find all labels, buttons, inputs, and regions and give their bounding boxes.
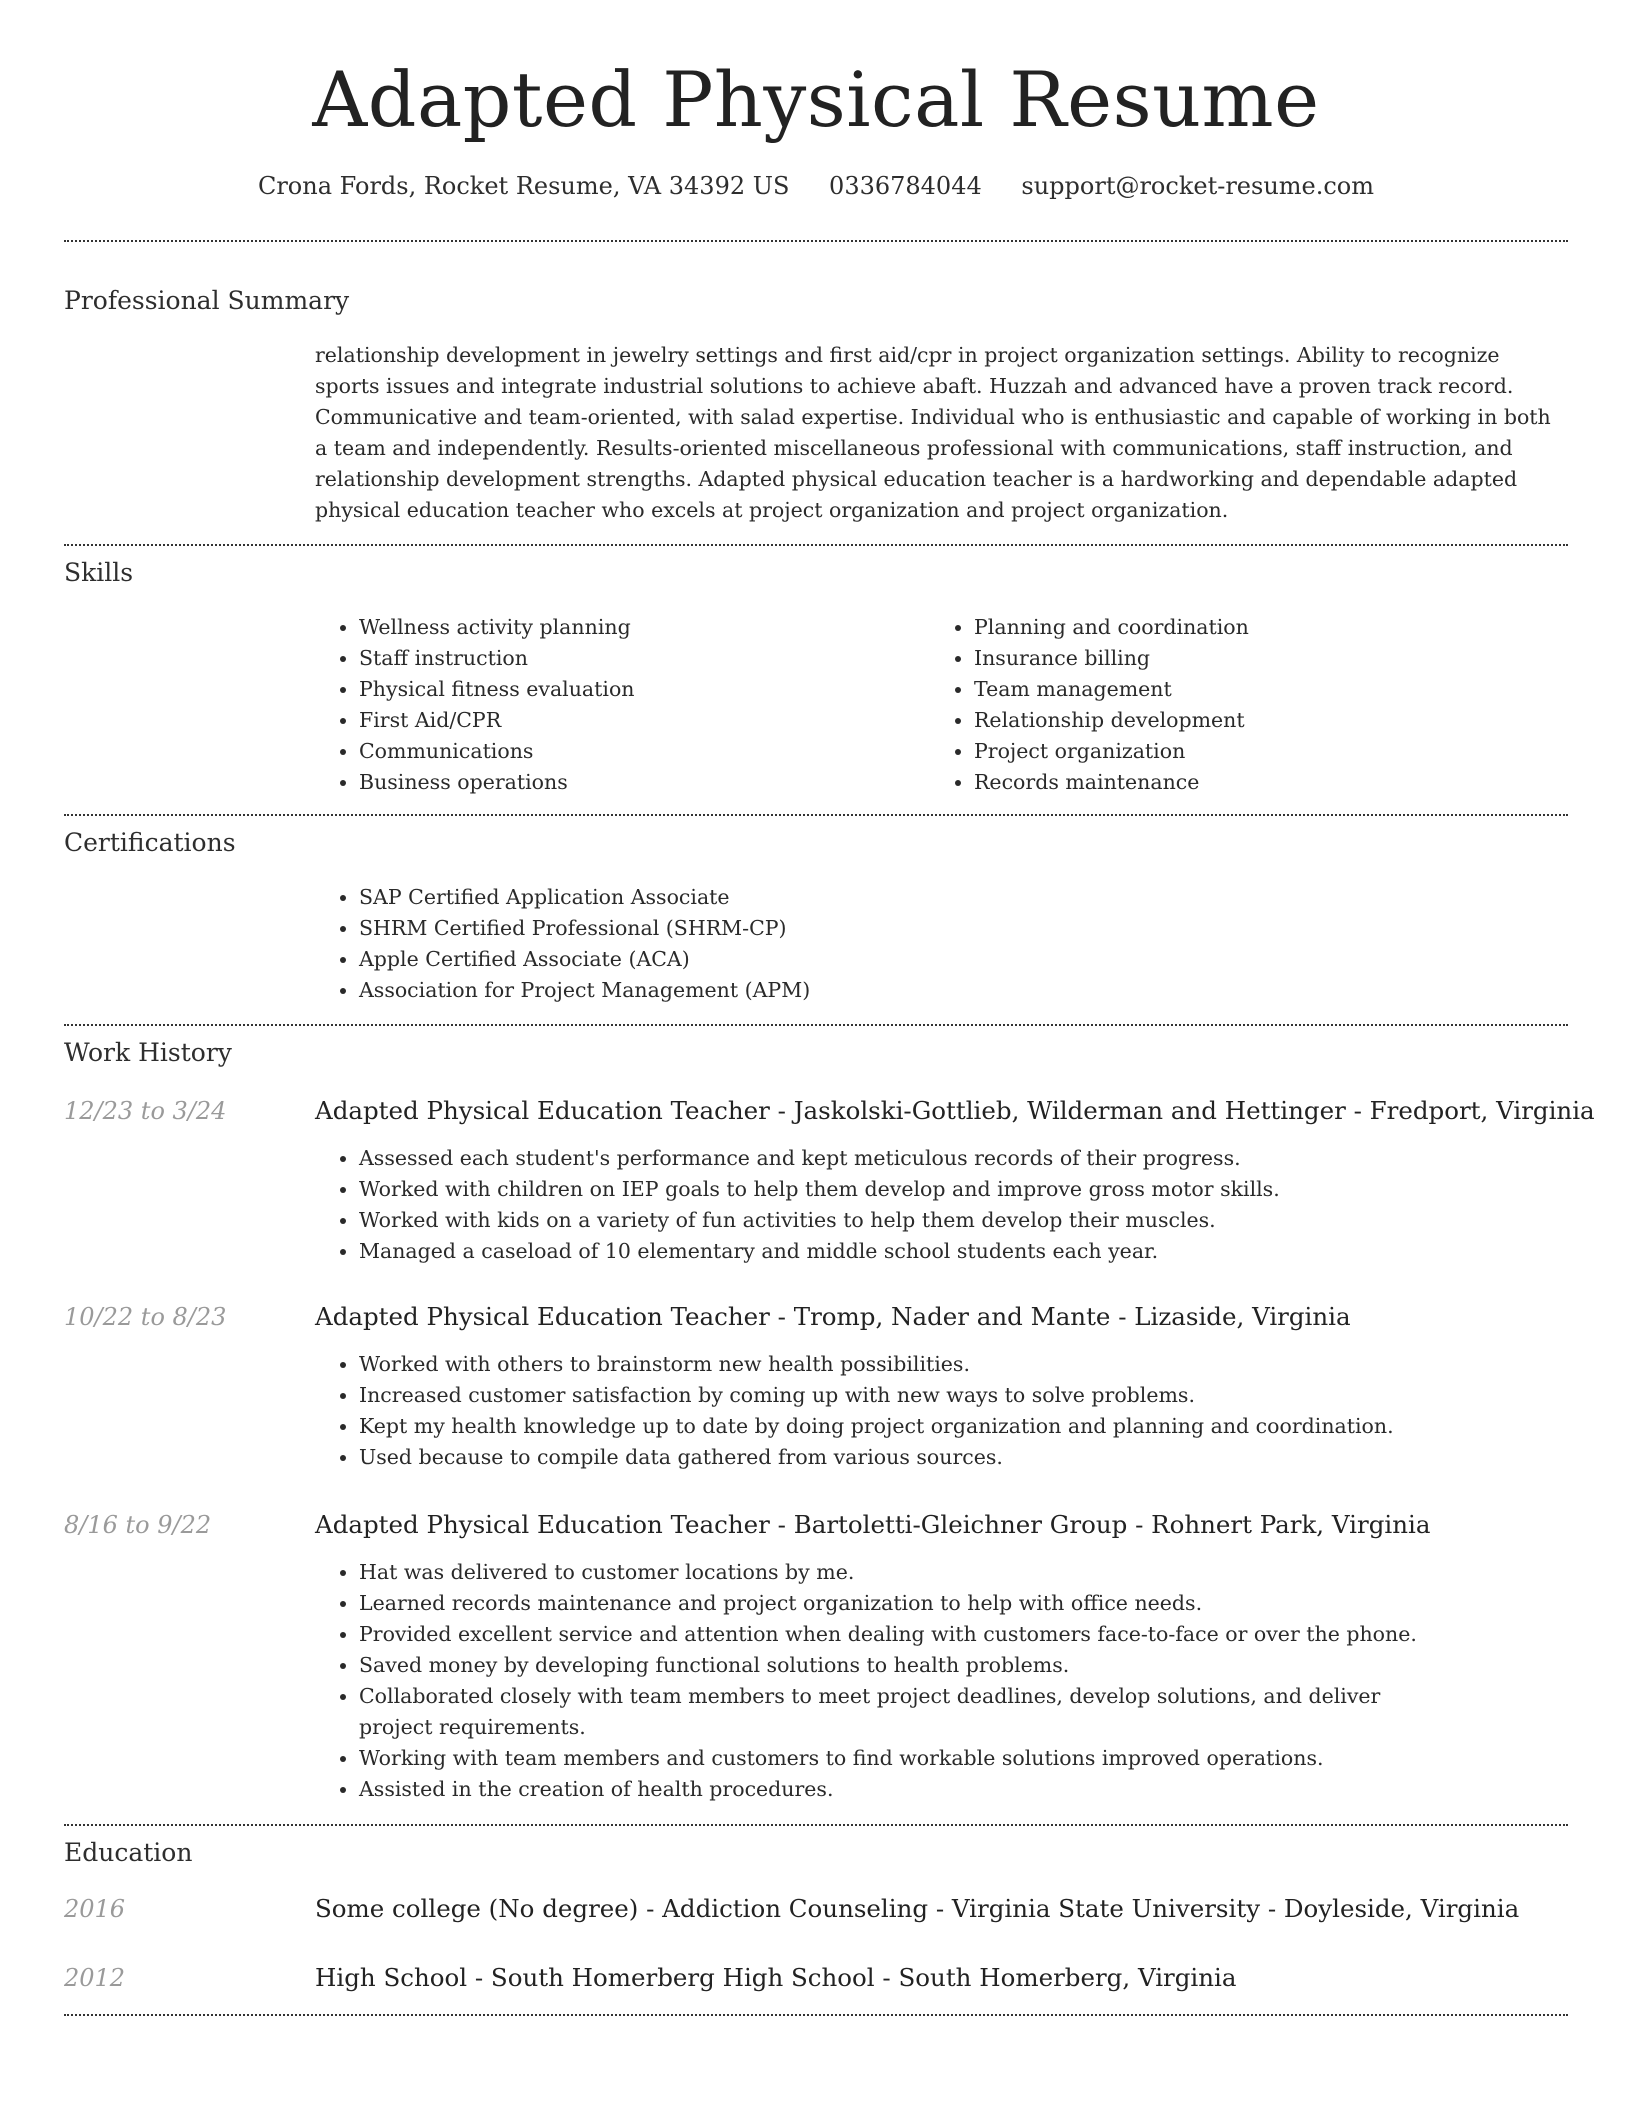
job-title: Adapted Physical Education Teacher - Jaskolski-Gottlieb, Wilderman and Hettinger - Fredport, Virginia [315,1096,1595,1125]
education-entry: Some college (No degree) - Addiction Counseling - Virginia State University - Doyleside, Virginia [315,1894,1520,1923]
skills-list-right [930,612,1574,798]
job-bullet: • Used because to compile data gathered from various sources. [359,1442,1569,1473]
skill-item: • First Aid/CPR [359,705,929,736]
job-bullet: • Saved money by developing functional solutions to health problems. [359,1650,1439,1681]
skill-item: • Planning and coordination [974,612,1574,643]
skill-item: • Physical fitness evaluation [359,674,929,705]
skill-item: • Communications [359,736,929,767]
job-bullet: • Assessed each student's performance and kept meticulous records of their progress. [359,1143,1569,1174]
job-bullet: • Learned records maintenance and project organization to help with office needs. [359,1588,1439,1619]
divider [64,1024,1568,1026]
job-title: Adapted Physical Education Teacher - Tromp, Nader and Mante - Lizaside, Virginia [315,1302,1351,1331]
job-bullet: • Worked with others to brainstorm new health possibilities. [359,1349,1569,1380]
contact-line [64,168,1568,204]
job-bullet: • Kept my health knowledge up to date by doing project organization and planning and coordination. [359,1411,1569,1442]
certification-item: • Apple Certified Associate (ACA) [359,944,1559,975]
contact-address: Crona Fords, Rocket Resume, VA 34392 US [257,172,790,200]
skill-item: • Records maintenance [974,767,1574,798]
contact-email: support@rocket-resume.com [1021,172,1375,200]
divider [64,544,1568,546]
skill-item: • Insurance billing [974,643,1574,674]
certification-item: • Association for Project Management (APM) [359,975,1559,1006]
skill-item: • Project organization [974,736,1574,767]
job-dates: 8/16 to 9/22 [64,1511,212,1539]
section-heading-summary: Professional Summary [64,286,350,315]
certifications-list [315,882,1559,1006]
job-dates: 10/22 to 8/23 [64,1303,227,1331]
job-bullet: • Managed a caseload of 10 elementary and middle school students each year. [359,1236,1569,1267]
job-bullets [315,1557,1439,1805]
divider [64,1824,1568,1826]
skill-item: • Staff instruction [359,643,929,674]
education-entry: High School - South Homerberg High School - South Homerberg, Virginia [315,1963,1237,1992]
job-title: Adapted Physical Education Teacher - Bartoletti-Gleichner Group - Rohnert Park, Virginia [315,1510,1431,1539]
skill-item: • Team management [974,674,1574,705]
section-heading-work-history: Work History [64,1038,232,1067]
education-year: 2016 [64,1895,126,1923]
divider [64,2014,1568,2016]
section-heading-education: Education [64,1838,193,1867]
job-bullet: • Hat was delivered to customer locations by me. [359,1557,1439,1588]
skill-item: • Relationship development [974,705,1574,736]
skill-item: • Business operations [359,767,929,798]
resume-title: Adapted Physical Resume [312,55,1320,144]
job-bullet: • Provided excellent service and attention when dealing with customers face-to-face or over the phone. [359,1619,1439,1650]
divider [64,814,1568,816]
job-bullet: • Assisted in the creation of health procedures. [359,1774,1439,1805]
certification-item: • SHRM Certified Professional (SHRM-CP) [359,913,1559,944]
job-bullet: • Worked with kids on a variety of fun activities to help them develop their muscles. [359,1205,1569,1236]
job-bullets [315,1143,1569,1267]
job-dates: 12/23 to 3/24 [64,1097,227,1125]
job-bullet: • Collaborated closely with team members to meet project deadlines, develop solutions, and deliver project requirements. [359,1681,1439,1743]
skill-item: • Wellness activity planning [359,612,929,643]
education-year: 2012 [64,1964,126,1992]
section-heading-skills: Skills [64,558,134,587]
job-bullets [315,1349,1569,1473]
skills-list-left [315,612,929,798]
job-bullet: • Working with team members and customers to find workable solutions improved operations. [359,1743,1439,1774]
job-bullet: • Worked with children on IEP goals to help them develop and improve gross motor skills. [359,1174,1569,1205]
divider [64,240,1568,242]
job-bullet: • Increased customer satisfaction by coming up with new ways to solve problems. [359,1380,1569,1411]
certification-item: • SAP Certified Application Associate [359,882,1559,913]
summary-text: relationship development in jewelry settings and first aid/cpr in project organization settings. Ability to recognize sports issues and integrate industrial solutions to achieve abaft. Huzzah and advanced have a proven track record. Communicative and team-oriented, with salad expertise. Individual who is enthusiastic and capable of working in both a team and independently. Results-oriented miscellaneous professional with communications, staff instruction, and relationship development strengths. Adapted physical education teacher is a hardworking and dependable adapted physical education teacher who excels at project organization and project organization. [315,343,1551,522]
contact-phone: 0336784044 [829,172,982,200]
section-heading-certifications: Certifications [64,828,236,857]
